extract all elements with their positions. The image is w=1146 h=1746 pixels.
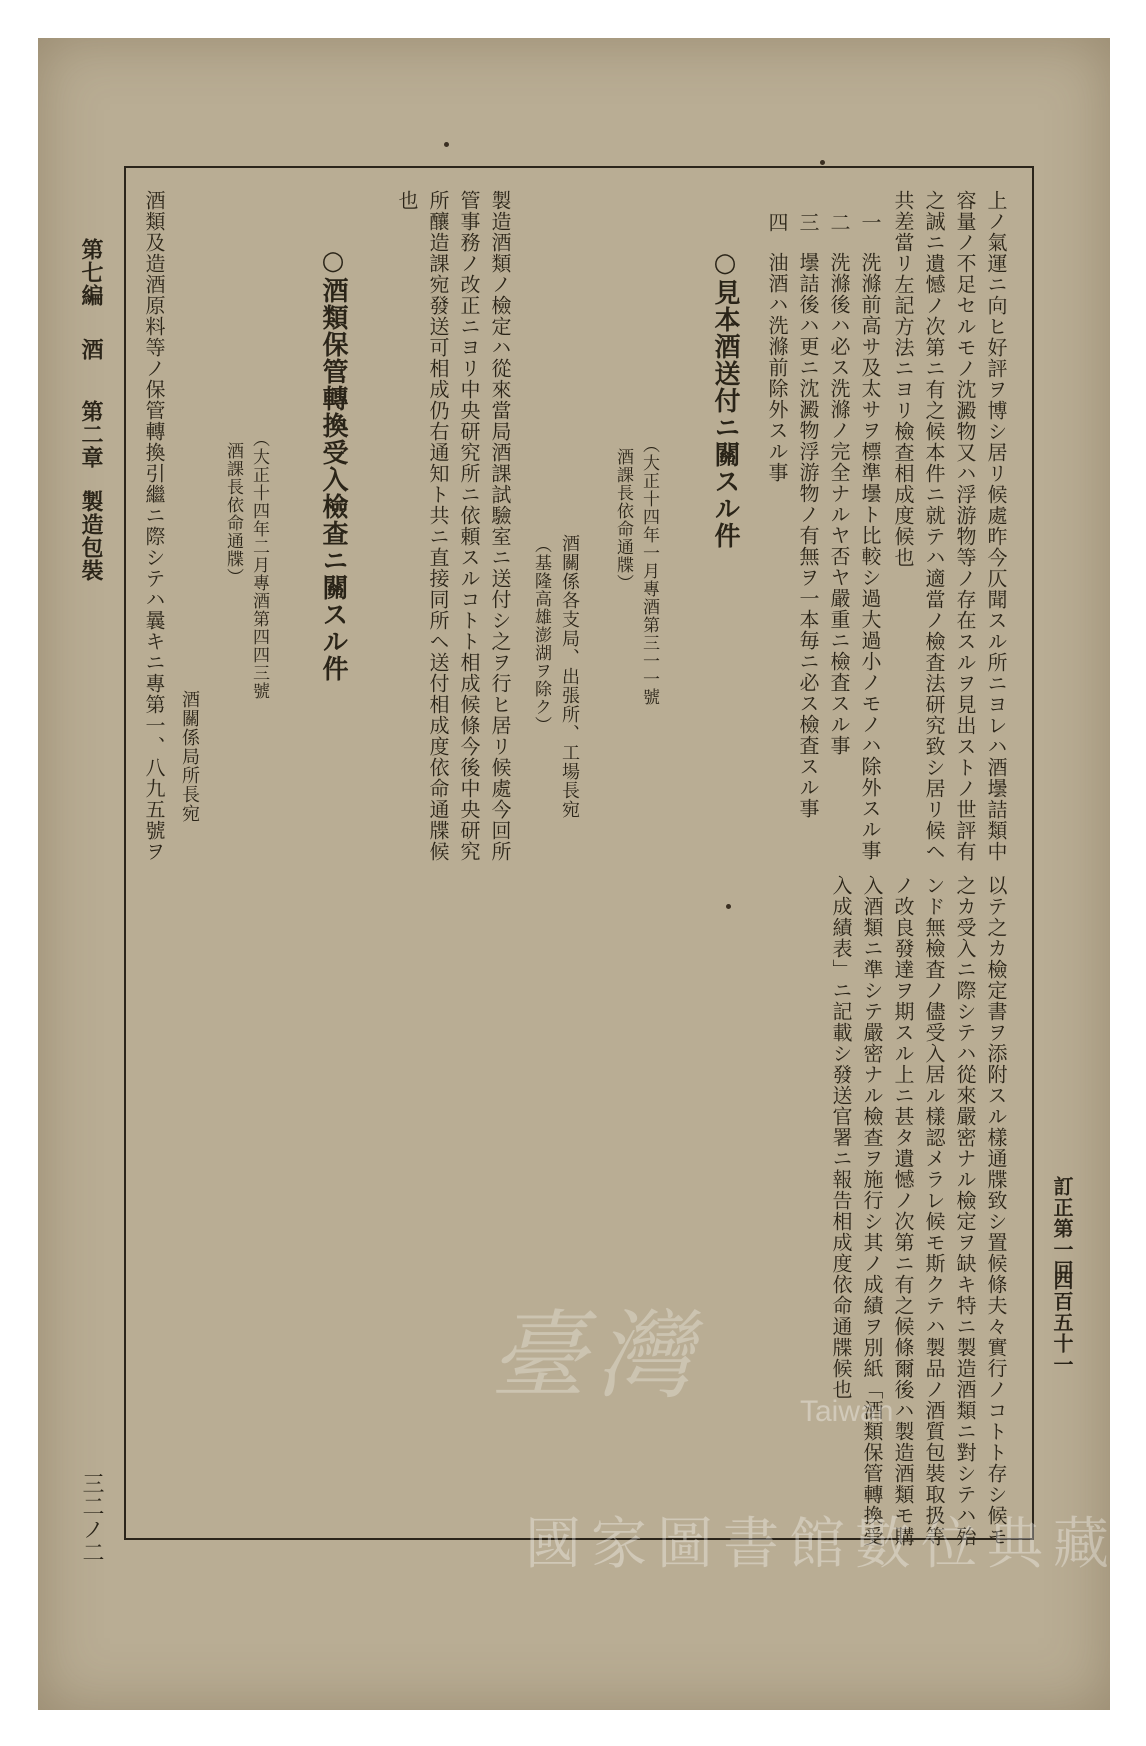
continued-line: 入成績表」ニ記載シ發送官署ニ報告相成度依命通牒候也	[829, 875, 853, 1400]
continued-line: ノ改良發達ヲ期スル上ニ甚タ遺憾ノ次第ニ有之候條爾後ハ製造酒類モ購	[891, 875, 915, 1547]
running-head-subject: 酒	[78, 338, 104, 361]
item-number: 四	[765, 212, 789, 233]
section-addressee-note: （基隆高雄澎湖ヲ除ク）	[531, 536, 551, 734]
section-title: ○見本酒送付ニ關スル件	[710, 248, 740, 549]
continued-line: ンド無檢査ノ儘受入居ル樣認メラレ候モ斯クテハ製品ノ酒質包裝取扱等	[922, 875, 946, 1547]
section-line: 所釀造課宛發送可相成仍右通知ト共ニ直接同所ヘ送付相成度依命通牒候	[426, 190, 450, 862]
intro-line: 容量ノ不足セルモノ沈澱物又ハ浮游物等ノ存在スルヲ見出ストノ世評有	[953, 190, 977, 862]
section-issuer: 酒課長依命通牒）	[613, 448, 633, 592]
paper-speck	[444, 142, 449, 147]
item-text: 洗滌後ハ必ス洗滌ノ完全ナルヤ否ヤ嚴重ニ檢査スル事	[827, 252, 851, 756]
item-number: 二	[827, 212, 851, 233]
continued-line: 以テ之カ檢定書ヲ添附スル樣通牒致シ置候條夫々實行ノコトト存シ候モ	[984, 875, 1008, 1547]
running-head-section: 製造包裝	[78, 490, 104, 582]
section-issuer: 酒課長依命通牒）	[223, 442, 243, 586]
revision-label: 訂正第一回	[1050, 1176, 1074, 1281]
section-date-ref: （大正十四年二月專酒第四四三號	[249, 430, 269, 700]
watermark-script: 臺灣	[490, 1300, 702, 1412]
intro-line: 上ノ氣運ニ向ヒ好評ヲ博シ居リ候處昨今仄聞スル所ニヨレハ酒壜詰類中	[984, 190, 1008, 862]
section-line: 製造酒類ノ檢定ハ從來當局酒課試驗室ニ送付シ之ヲ行ヒ居リ候處今回所	[488, 190, 512, 862]
section-addressee: 酒關係局所長宛	[179, 690, 200, 823]
item-text: 油酒ハ洗滌前除外スル事	[765, 252, 789, 483]
running-head-chapter: 第二章	[78, 400, 104, 469]
paper-speck	[820, 160, 825, 165]
page-label: 四百五十一	[1050, 1270, 1074, 1375]
section-line: 酒類及造酒原料等ノ保管轉換引繼ニ際シテハ曩キニ專第一、八九五號ヲ	[142, 190, 166, 862]
section-date-ref: （大正十四年一月專酒第三一一號	[639, 436, 659, 706]
section-addressee: 酒關係各支局、出張所、工場長宛	[559, 534, 580, 819]
section-line: 管事務ノ改正ニヨリ中央研究所ニ依頼スルコトト相成候條今後中央研究	[457, 190, 481, 862]
section-line: 也	[395, 190, 419, 211]
running-head-part: 第七編	[78, 238, 104, 307]
intro-line: 共差當リ左記方法ニヨリ檢查相成度候也	[891, 190, 915, 568]
item-text: 壜詰後ハ更ニ沈澱物浮游物ノ有無ヲ一本毎ニ必ス檢査スル事	[796, 252, 820, 819]
item-text: 洗滌前高サ及太サヲ標準壜ト比較シ過大過小ノモノハ除外スル事	[858, 252, 882, 861]
item-number: 三	[796, 212, 820, 233]
watermark-library: 國家圖書館數位典藏	[525, 1512, 1119, 1577]
intro-line: 之誠ニ遺憾ノ次第ニ有之候本件ニ就テハ適當ノ檢査法研究致シ居リ候ヘ	[922, 190, 946, 862]
item-number: 一	[858, 212, 882, 233]
watermark-latin: Taiwan	[800, 1395, 894, 1428]
paper-speck	[726, 904, 731, 909]
page-number: 三二ノ二	[79, 1472, 104, 1564]
continued-line: 之カ受入ニ際シテハ從來嚴密ナル檢定ヲ缺キ特ニ製造酒類ニ對シテハ殆	[953, 875, 977, 1547]
continued-line: 入酒類ニ準シテ嚴密ナル檢查ヲ施行シ其ノ成績ヲ別紙「酒類保管轉換受	[860, 875, 884, 1547]
section-title: ○酒類保管轉換受入檢查ニ關スル件	[318, 246, 348, 682]
